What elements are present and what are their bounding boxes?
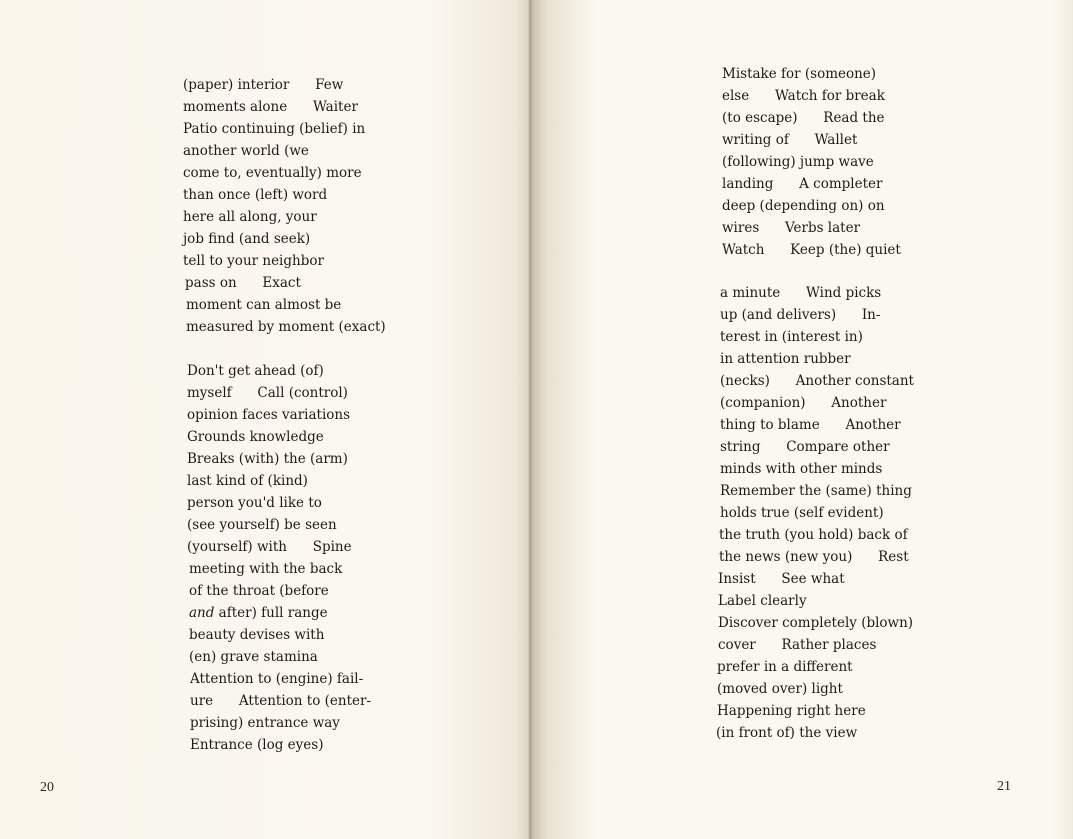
poem-line: (following) jump wave [722, 154, 874, 170]
poem-line: of the throat (before [189, 583, 329, 599]
poem-line: ure Attention to (enter- [190, 693, 372, 709]
poem-line: up (and delivers) In- [720, 307, 881, 323]
poem-line: minds with other minds [720, 461, 883, 477]
poem-line: (paper) interior Few [183, 77, 344, 93]
poem-line: prising) entrance way [190, 715, 340, 731]
poem-line: deep (depending on) on [722, 198, 885, 214]
poem-line: last kind of (kind) [187, 473, 308, 489]
poem-line: measured by moment (exact) [186, 319, 386, 335]
poem-line: prefer in a different [717, 659, 853, 675]
poem-line: a minute Wind picks [720, 285, 882, 301]
poem-line: cover Rather places [718, 637, 877, 653]
poem-line: opinion faces variations [187, 407, 351, 423]
poem-line: here all along, your [183, 209, 317, 225]
poem-line: Happening right here [717, 703, 866, 719]
poem-line: Insist See what [718, 571, 845, 587]
italic-word: and [189, 605, 215, 621]
poem-line: than once (left) word [183, 187, 328, 203]
poem-line: Remember the (same) thing [720, 483, 912, 499]
poem-line: beauty devises with [189, 627, 325, 643]
poem-line: (companion) Another [720, 395, 887, 411]
poem-line: thing to blame Another [720, 417, 901, 433]
poem-line: the news (new you) Rest [719, 549, 909, 565]
poem-line: in attention rubber [720, 351, 851, 367]
poem-line: another world (we [183, 143, 309, 159]
poem-line: (moved over) light [717, 681, 843, 697]
poem-line: Breaks (with) the (arm) [187, 451, 348, 467]
poem-line: (see yourself) be seen [187, 517, 337, 533]
poem-line: come to, eventually) more [183, 165, 362, 181]
poem-line [189, 605, 328, 621]
poem-line: (in front of) the view [716, 725, 858, 741]
poem-line-rest: after) full range [214, 605, 328, 621]
poem-line: Don't get ahead (of) [187, 363, 324, 379]
poem-line: pass on Exact [185, 275, 301, 291]
poem-line: wires Verbs later [722, 220, 861, 236]
poem-line: string Compare other [720, 439, 890, 455]
poem-line: else Watch for break [722, 88, 885, 104]
poem-line: tell to your neighbor [183, 253, 324, 269]
poem-line: Label clearly [718, 593, 807, 609]
poem-line: (yourself) with Spine [187, 539, 352, 555]
poem-line: (necks) Another constant [720, 373, 914, 389]
poem-line: myself Call (control) [187, 385, 348, 401]
poem-line: Entrance (log eyes) [190, 737, 324, 753]
poem-line: (to escape) Read the [722, 110, 885, 126]
poem-line: Patio continuing (belief) in [183, 121, 366, 137]
poem-line: person you'd like to [187, 495, 322, 511]
poem-line: moments alone Waiter [183, 99, 358, 115]
page-number-left: 20 [40, 780, 54, 795]
poem-line: writing of Wallet [722, 132, 858, 148]
poem-line: meeting with the back [189, 561, 343, 577]
poem-line: Grounds knowledge [187, 429, 324, 445]
poem-line: landing A completer [722, 176, 883, 192]
poem-line: the truth (you hold) back of [719, 527, 908, 543]
poem-line: holds true (self evident) [720, 505, 884, 521]
poem-line: moment can almost be [186, 297, 342, 313]
poem-line: terest in (interest in) [720, 329, 863, 345]
poem-line: (en) grave stamina [189, 649, 318, 665]
poem-line: Discover completely (blown) [718, 615, 914, 631]
page-number-right: 21 [997, 779, 1011, 794]
book-gutter [528, 0, 533, 839]
poem-line: Watch Keep (the) quiet [722, 242, 901, 258]
poem-line: Attention to (engine) fail- [190, 671, 364, 687]
poem-line: job find (and seek) [183, 231, 311, 247]
poem-line: Mistake for (someone) [722, 66, 877, 82]
